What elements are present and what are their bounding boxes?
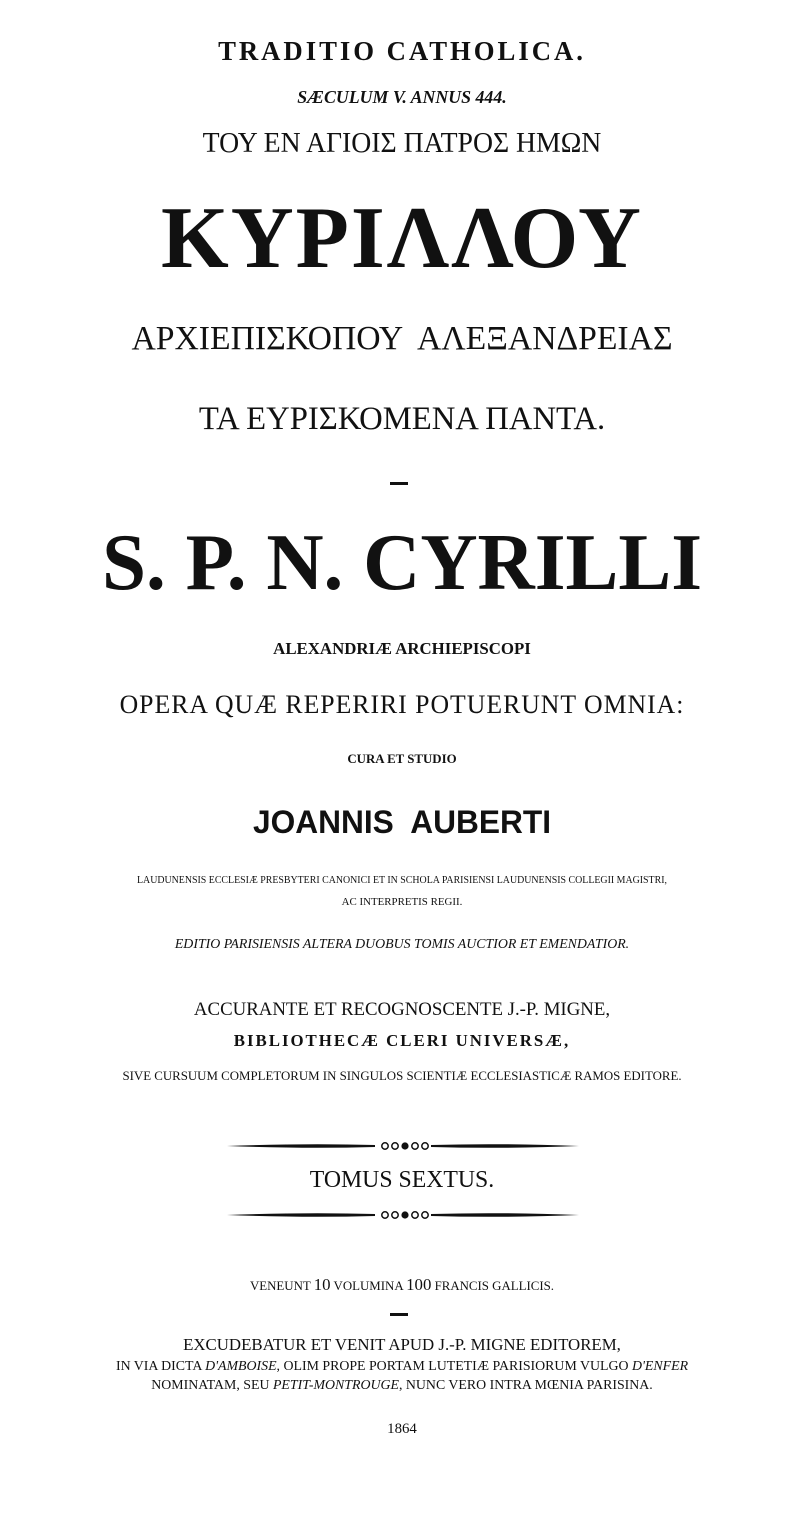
ornament-rule-top: [225, 1139, 581, 1153]
year: 1864: [387, 1421, 417, 1437]
divider-rule: [390, 482, 408, 485]
editor-description-2: AC INTERPRETIS REGII.: [341, 896, 463, 908]
imprint-2-c: , OLIM PROPE PORTAM LUTETIÆ PARISIORUM VULGO: [276, 1359, 632, 1374]
period-line: SÆCULUM V. ANNUS 444.: [297, 87, 507, 107]
edition-line: EDITIO PARISIENSIS ALTERA DUOBUS TOMIS AUCTIOR ET EMENDATIOR.: [174, 937, 630, 952]
price-text-b: VOLUMINA: [333, 1278, 403, 1293]
greek-name: ΚΥΡΙΛΛΟΥ: [161, 190, 643, 287]
imprint-2-a: IN VIA DICTA: [115, 1359, 206, 1374]
latin-works: OPERA QUÆ REPERIRI POTUERUNT OMNIA:: [119, 690, 685, 719]
latin-name: S. P. N. CYRILLI: [101, 519, 703, 607]
ornament-rule-bottom: [225, 1208, 581, 1222]
imprint-line-3: [4, 1379, 800, 1393]
bibliotheca-line: BIBLIOTHECÆ CLERI UNIVERSÆ,: [233, 1031, 571, 1050]
editor-name: JOANNIS AUBERTI: [252, 804, 552, 840]
greek-works: ΤΑ ΕΥΡΙΣΚΟΜΕΝΑ ΠΑΝΤΑ.: [198, 401, 606, 437]
greek-title: ΑΡΧΙΕΠΙΣΚΟΠΟΥ ΑΛΕΞΑΝΔΡΕΙΑΣ: [131, 320, 673, 357]
imprint-3-place: PETIT-MONTROUGE: [272, 1378, 399, 1393]
price-francs: 100: [406, 1275, 432, 1294]
curante-line: ACCURANTE ET RECOGNOSCENTE J.-P. MIGNE,: [193, 999, 611, 1020]
divider-rule-2: [390, 1313, 408, 1316]
series-title: TRADITIO CATHOLICA.: [218, 36, 586, 66]
price-volumes: 10: [313, 1275, 331, 1294]
price-text-a: VENEUNT: [249, 1278, 311, 1293]
tomus-line: TOMUS SEXTUS.: [309, 1167, 495, 1193]
imprint-line-2: [4, 1360, 800, 1374]
sive-line: SIVE CURSUUM COMPLETORUM IN SINGULOS SCIENTIÆ ECCLESIASTICÆ RAMOS EDITORE.: [122, 1068, 682, 1083]
latin-title: ALEXANDRIÆ ARCHIEPISCOPI: [273, 639, 531, 658]
editor-description: LAUDUNENSIS ECCLESIÆ PRESBYTERI CANONICI ET IN SCHOLA PARISIENSI LAUDUNENSIS COLLEGII MAGISTRI,: [137, 875, 667, 886]
imprint-line-1: EXCUDEBATUR ET VENIT APUD J.-P. MIGNE EDITOREM,: [183, 1335, 621, 1354]
imprint-2-gate: D'ENFER: [631, 1359, 689, 1374]
imprint-3-c: , NUNC VERO INTRA MŒNIA PARISINA.: [398, 1378, 653, 1393]
price-text-c: FRANCIS GALLICIS.: [434, 1278, 555, 1293]
price-line: [4, 1276, 800, 1293]
greek-intro: ΤΟΥ ΕΝ ΑΓΙΟΙΣ ΠΑΤΡΟΣ ΗΜΩΝ: [202, 128, 602, 159]
imprint-2-street: D'AMBOISE: [205, 1359, 277, 1374]
cura-line: CURA ET STUDIO: [347, 751, 457, 766]
imprint-3-a: NOMINATAM, SEU: [151, 1378, 273, 1393]
